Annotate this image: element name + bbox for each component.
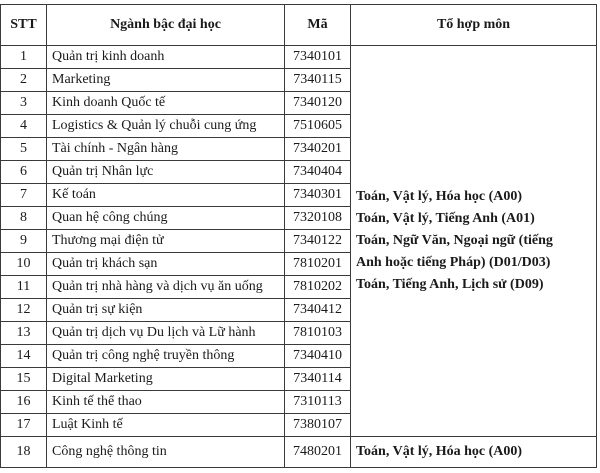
row-stt: 8 bbox=[1, 207, 47, 230]
row-code: 7340122 bbox=[285, 230, 351, 253]
row-major: Quản trị kinh doanh bbox=[47, 46, 285, 69]
combo-line: Anh hoặc tiếng Pháp) (D01/D03) bbox=[356, 255, 551, 270]
row-stt: 17 bbox=[1, 414, 47, 437]
table-header-row bbox=[1, 5, 597, 46]
row-code: 7810201 bbox=[285, 253, 351, 276]
row-stt: 15 bbox=[1, 368, 47, 391]
combo-line: Toán, Ngữ Văn, Ngoại ngữ (tiếng bbox=[356, 233, 553, 248]
row-major: Tài chính - Ngân hàng bbox=[47, 138, 285, 161]
header-combo: Tổ hợp môn bbox=[351, 5, 597, 46]
row-major: Kinh doanh Quốc tế bbox=[47, 92, 285, 115]
row-major: Quản trị nhà hàng và dịch vụ ăn uống bbox=[47, 276, 285, 299]
combo-group-2: Toán, Vật lý, Hóa học (A00) bbox=[351, 437, 597, 468]
row-code: 7810202 bbox=[285, 276, 351, 299]
row-stt: 18 bbox=[1, 437, 47, 468]
row-code: 7340410 bbox=[285, 345, 351, 368]
row-code: 7320108 bbox=[285, 207, 351, 230]
row-code: 7810103 bbox=[285, 322, 351, 345]
row-major: Luật Kinh tế bbox=[47, 414, 285, 437]
row-major: Logistics & Quản lý chuỗi cung ứng bbox=[47, 115, 285, 138]
row-stt: 9 bbox=[1, 230, 47, 253]
row-major: Quản trị khách sạn bbox=[47, 253, 285, 276]
row-code: 7380107 bbox=[285, 414, 351, 437]
row-stt: 6 bbox=[1, 161, 47, 184]
row-major: Công nghệ thông tin bbox=[47, 437, 285, 468]
table-row bbox=[1, 437, 597, 468]
row-code: 7340101 bbox=[285, 46, 351, 69]
row-stt: 16 bbox=[1, 391, 47, 414]
row-stt: 2 bbox=[1, 69, 47, 92]
row-stt: 10 bbox=[1, 253, 47, 276]
row-stt: 3 bbox=[1, 92, 47, 115]
row-stt: 4 bbox=[1, 115, 47, 138]
row-stt: 12 bbox=[1, 299, 47, 322]
row-code: 7340412 bbox=[285, 299, 351, 322]
row-stt: 1 bbox=[1, 46, 47, 69]
row-code: 7310113 bbox=[285, 391, 351, 414]
row-major: Quản trị dịch vụ Du lịch và Lữ hành bbox=[47, 322, 285, 345]
row-stt: 14 bbox=[1, 345, 47, 368]
row-stt: 7 bbox=[1, 184, 47, 207]
combo-line: Toán, Tiếng Anh, Lịch sử (D09) bbox=[356, 277, 544, 292]
combo-group-1 bbox=[351, 46, 597, 437]
table-row bbox=[1, 46, 597, 69]
row-major: Marketing bbox=[47, 69, 285, 92]
row-major: Quản trị Nhân lực bbox=[47, 161, 285, 184]
row-major: Kế toán bbox=[47, 184, 285, 207]
row-major: Quan hệ công chúng bbox=[47, 207, 285, 230]
header-major: Ngành bậc đại học bbox=[47, 5, 285, 46]
admissions-table bbox=[0, 4, 597, 468]
row-code: 7480201 bbox=[285, 437, 351, 468]
row-code: 7340404 bbox=[285, 161, 351, 184]
header-stt: STT bbox=[1, 5, 47, 46]
row-major: Quản trị công nghệ truyền thông bbox=[47, 345, 285, 368]
row-stt: 13 bbox=[1, 322, 47, 345]
row-code: 7340201 bbox=[285, 138, 351, 161]
row-stt: 5 bbox=[1, 138, 47, 161]
row-code: 7340120 bbox=[285, 92, 351, 115]
row-code: 7510605 bbox=[285, 115, 351, 138]
header-code: Mã bbox=[285, 5, 351, 46]
row-major: Digital Marketing bbox=[47, 368, 285, 391]
row-major: Quản trị sự kiện bbox=[47, 299, 285, 322]
row-code: 7340115 bbox=[285, 69, 351, 92]
row-major: Thương mại điện tử bbox=[47, 230, 285, 253]
row-stt: 11 bbox=[1, 276, 47, 299]
row-major: Kinh tế thể thao bbox=[47, 391, 285, 414]
row-code: 7340301 bbox=[285, 184, 351, 207]
combo-line: Toán, Vật lý, Hóa học (A00) bbox=[356, 189, 523, 204]
combo-line: Toán, Vật lý, Tiếng Anh (A01) bbox=[356, 211, 535, 226]
row-code: 7340114 bbox=[285, 368, 351, 391]
